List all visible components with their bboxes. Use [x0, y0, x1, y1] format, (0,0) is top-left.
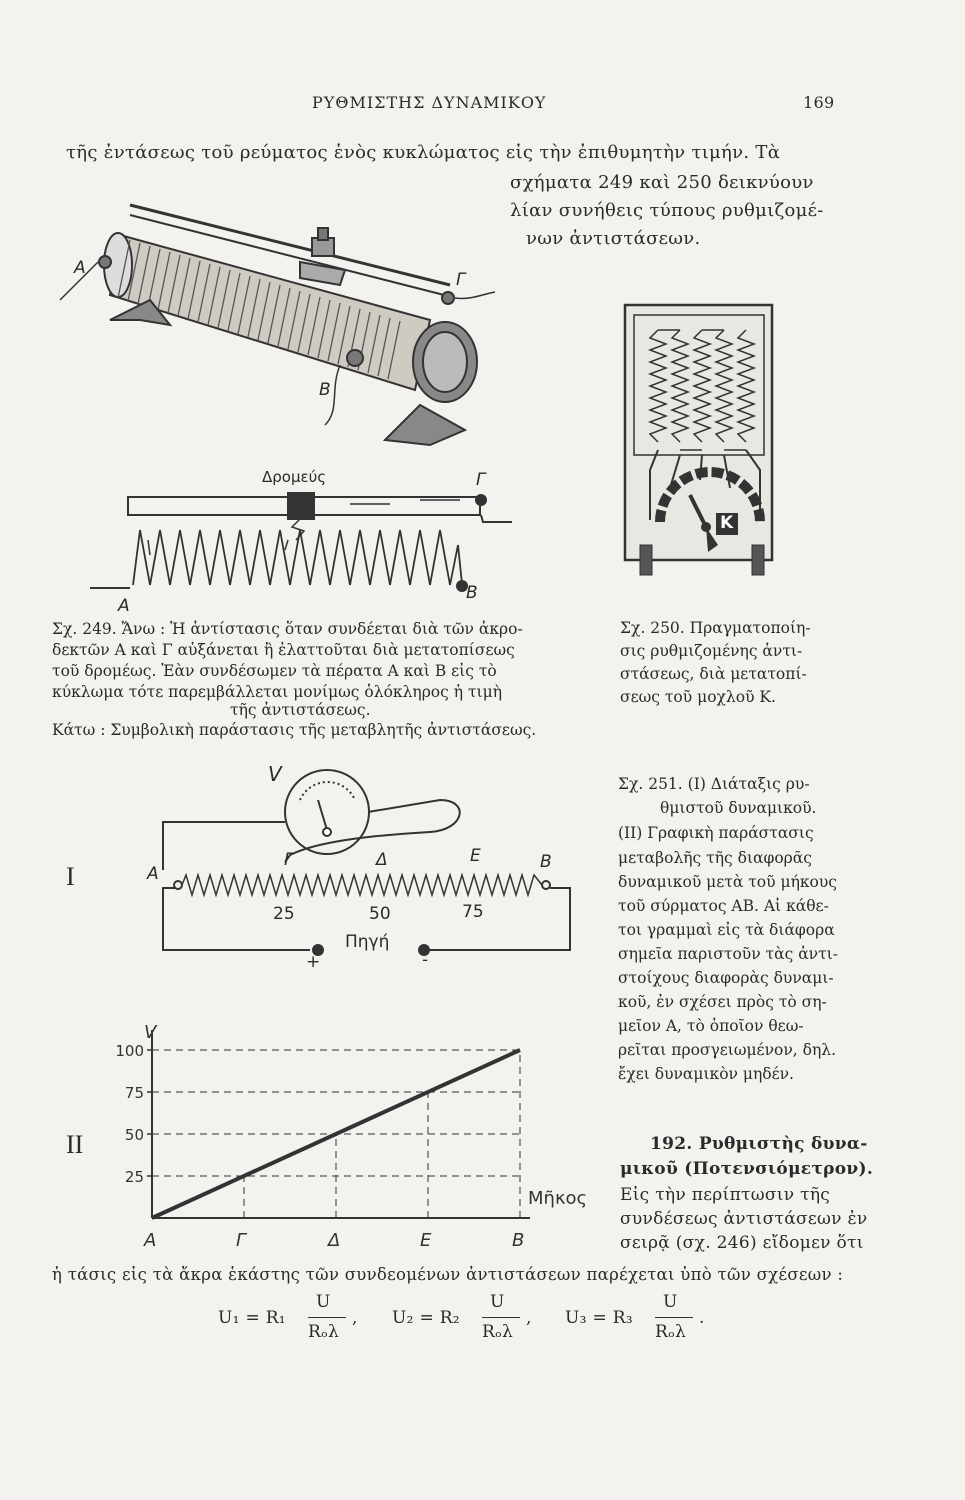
rheostat-label-b: B: [319, 380, 331, 400]
rheostat-label-g: Γ: [456, 270, 466, 290]
y-tick-label-100: 100: [115, 1042, 144, 1060]
section-line-1: Εἰς τὴν περίπτωσιν τῆς: [620, 1185, 831, 1205]
formula-1-den: Rₒλ: [308, 1322, 340, 1342]
y-tick-label-25: 25: [124, 1168, 144, 1186]
fig250-caption-4: σεως τοῦ μοχλοῦ Κ.: [620, 688, 776, 706]
page-number: 169: [803, 93, 835, 112]
symbol-label-b: B: [466, 583, 478, 603]
formula-2-bar: [482, 1317, 520, 1318]
circuit-label-d: Δ: [376, 850, 388, 870]
symbol-label-g: Γ: [476, 470, 486, 490]
formula-1-num: U: [316, 1292, 331, 1312]
formula-1-bar: [308, 1317, 346, 1318]
formula-2: [392, 1290, 542, 1350]
formula-3-num: U: [663, 1292, 678, 1312]
fig251-caption-3: (ΙΙ) Γραφικὴ παράστασις: [618, 824, 814, 842]
fig251-caption-9: στοίχους διαφορὰς δυναμι-: [618, 969, 834, 987]
fig249-caption-4: κύκλωμα τότε παρεμβάλλεται μονίμως ὁλόκληρος ἡ τιμὴ: [52, 683, 502, 701]
formula-3-lhs: U₃ = R₃: [565, 1308, 633, 1328]
fig251-caption-7: τοι γραμμαὶ εἰς τὰ διάφορα: [618, 921, 835, 939]
source-minus: -: [422, 950, 429, 970]
x-tick-label-3: Ε: [420, 1230, 432, 1251]
formula-3-sep: .: [699, 1308, 705, 1328]
source-label: Πηγή: [345, 932, 390, 952]
fig251-caption-13: ἔχει δυναμικὸν μηδέν.: [618, 1065, 794, 1083]
formula-2-num: U: [490, 1292, 505, 1312]
section-heading-2: μικοῦ (Ποτενσιόμετρον).: [620, 1159, 874, 1179]
part-two-label: II: [66, 1130, 84, 1159]
runner-label: Δρομεύς: [262, 468, 327, 486]
x-tick-label-4: B: [512, 1230, 525, 1251]
voltmeter-label: V: [268, 762, 282, 786]
formula-2-lhs: U₂ = R₂: [392, 1308, 460, 1328]
formula-2-den: Rₒλ: [482, 1322, 514, 1342]
fig250-caption-1: Σχ. 250. Πραγματοποίη-: [620, 619, 811, 637]
symbol-label-a: A: [118, 596, 130, 616]
section-last-line: ἡ τάσις εἰς τὰ ἄκρα ἑκάστης τῶν συνδεομένων ἀντιστάσεων παρέχεται ὑπὸ τῶν σχέσεων :: [52, 1265, 844, 1284]
fig249-caption-5: τῆς ἀντιστάσεως.: [230, 701, 371, 719]
circuit-label-g: Γ: [284, 850, 294, 870]
circuit-label-b: B: [540, 852, 552, 872]
x-tick-label-2: Δ: [328, 1230, 341, 1251]
rheostat-label-a: A: [74, 258, 86, 278]
source-plus: +: [306, 952, 321, 972]
section-line-2: συνδέσεως ἀντιστάσεων ἐν: [620, 1209, 868, 1229]
circuit-mark-75: 75: [462, 902, 484, 922]
fig251-caption-10: κοῦ, ἐν σχέσει πρὸς τὸ ση-: [618, 993, 827, 1011]
fig249-caption-6: Κάτω : Συμβολικὴ παράστασις τῆς μεταβλητῆς ἀντιστάσεως.: [52, 721, 537, 739]
fig250-caption-3: στάσεως, διὰ μετατοπί-: [620, 665, 807, 683]
x-axis-label: Μῆκος: [528, 1188, 588, 1209]
fig251-caption-11: μεῖον Α, τὸ ὁποῖον θεω-: [618, 1017, 804, 1035]
section-line-3: σειρᾷ (σχ. 246) εἴδομεν ὅτι: [620, 1233, 864, 1253]
fig249-caption-2: δεκτῶν Α καὶ Γ αὐξάνεται ἢ ἐλαττοῦται διὰ μετατοπίσεως: [52, 641, 515, 659]
circuit-label-e: Ε: [470, 846, 481, 866]
y-tick-label-50: 50: [124, 1126, 144, 1144]
fig251-caption-8: σημεῖα παριστοῦν τὰς ἀντι-: [618, 945, 838, 963]
intro-line-1: τῆς ἐντάσεως τοῦ ρεύματος ἑνὸς κυκλώματος εἰς τὴν ἐπιθυμητὴν τιμήν. Τὰ: [66, 142, 781, 163]
fig249-caption-1: Σχ. 249. Ἄνω : Ἡ ἀντίστασις ὅταν συνδέεται διὰ τῶν ἀκρο-: [52, 620, 523, 638]
fig249-caption-3: τοῦ δρομέως. Ἐὰν συνδέσωμεν τὰ πέρατα Α καὶ Β εἰς τὸ: [52, 662, 497, 680]
formula-1: [218, 1290, 368, 1350]
x-tick-label-0: A: [144, 1230, 157, 1251]
fig251-caption-12: ρεῖται προσγειωμένον, δηλ.: [618, 1041, 836, 1059]
formula-1-lhs: U₁ = R₁: [218, 1308, 286, 1328]
fig251-caption-6: τοῦ σύρματος ΑΒ. Αἱ κάθε-: [618, 897, 829, 915]
circuit-mark-50: 50: [369, 904, 391, 924]
lever-label-k: K: [720, 513, 734, 533]
formula-3: [565, 1290, 715, 1350]
formula-2-sep: ,: [526, 1308, 532, 1328]
fig250-caption-2: σις ρυθμιζομένης ἀντι-: [620, 642, 803, 660]
part-one-label: I: [66, 862, 75, 891]
running-header: ΡΥΘΜΙΣΤΗΣ ΔΥΝΑΜΙΚΟΥ: [312, 93, 547, 112]
formula-3-bar: [655, 1317, 693, 1318]
fig251-caption-4: μεταβολῆς τῆς διαφορᾶς: [618, 849, 812, 867]
circuit-mark-25: 25: [273, 904, 295, 924]
intro-line-2: σχήματα 249 καὶ 250 δεικνύουν: [510, 172, 814, 193]
intro-line-4: νων ἀντιστάσεων.: [526, 228, 701, 249]
intro-line-3: λίαν συνήθεις τύπους ρυθμιζομέ-: [510, 200, 824, 221]
x-tick-label-1: Γ: [236, 1230, 247, 1251]
formula-3-den: Rₒλ: [655, 1322, 687, 1342]
section-heading: 192. Ρυθμιστὴς δυνα-: [650, 1134, 868, 1154]
fig251-caption-5: δυναμικοῦ μετὰ τοῦ μήκους: [618, 873, 837, 891]
y-tick-label-75: 75: [124, 1084, 144, 1102]
fig251-caption-1: Σχ. 251. (Ι) Διάταξις ρυ-: [618, 775, 810, 793]
formula-1-sep: ,: [352, 1308, 358, 1328]
fig251-caption-2: θμιστοῦ δυναμικοῦ.: [660, 799, 817, 817]
y-axis-label: V: [144, 1022, 157, 1043]
circuit-label-a: A: [147, 864, 159, 884]
